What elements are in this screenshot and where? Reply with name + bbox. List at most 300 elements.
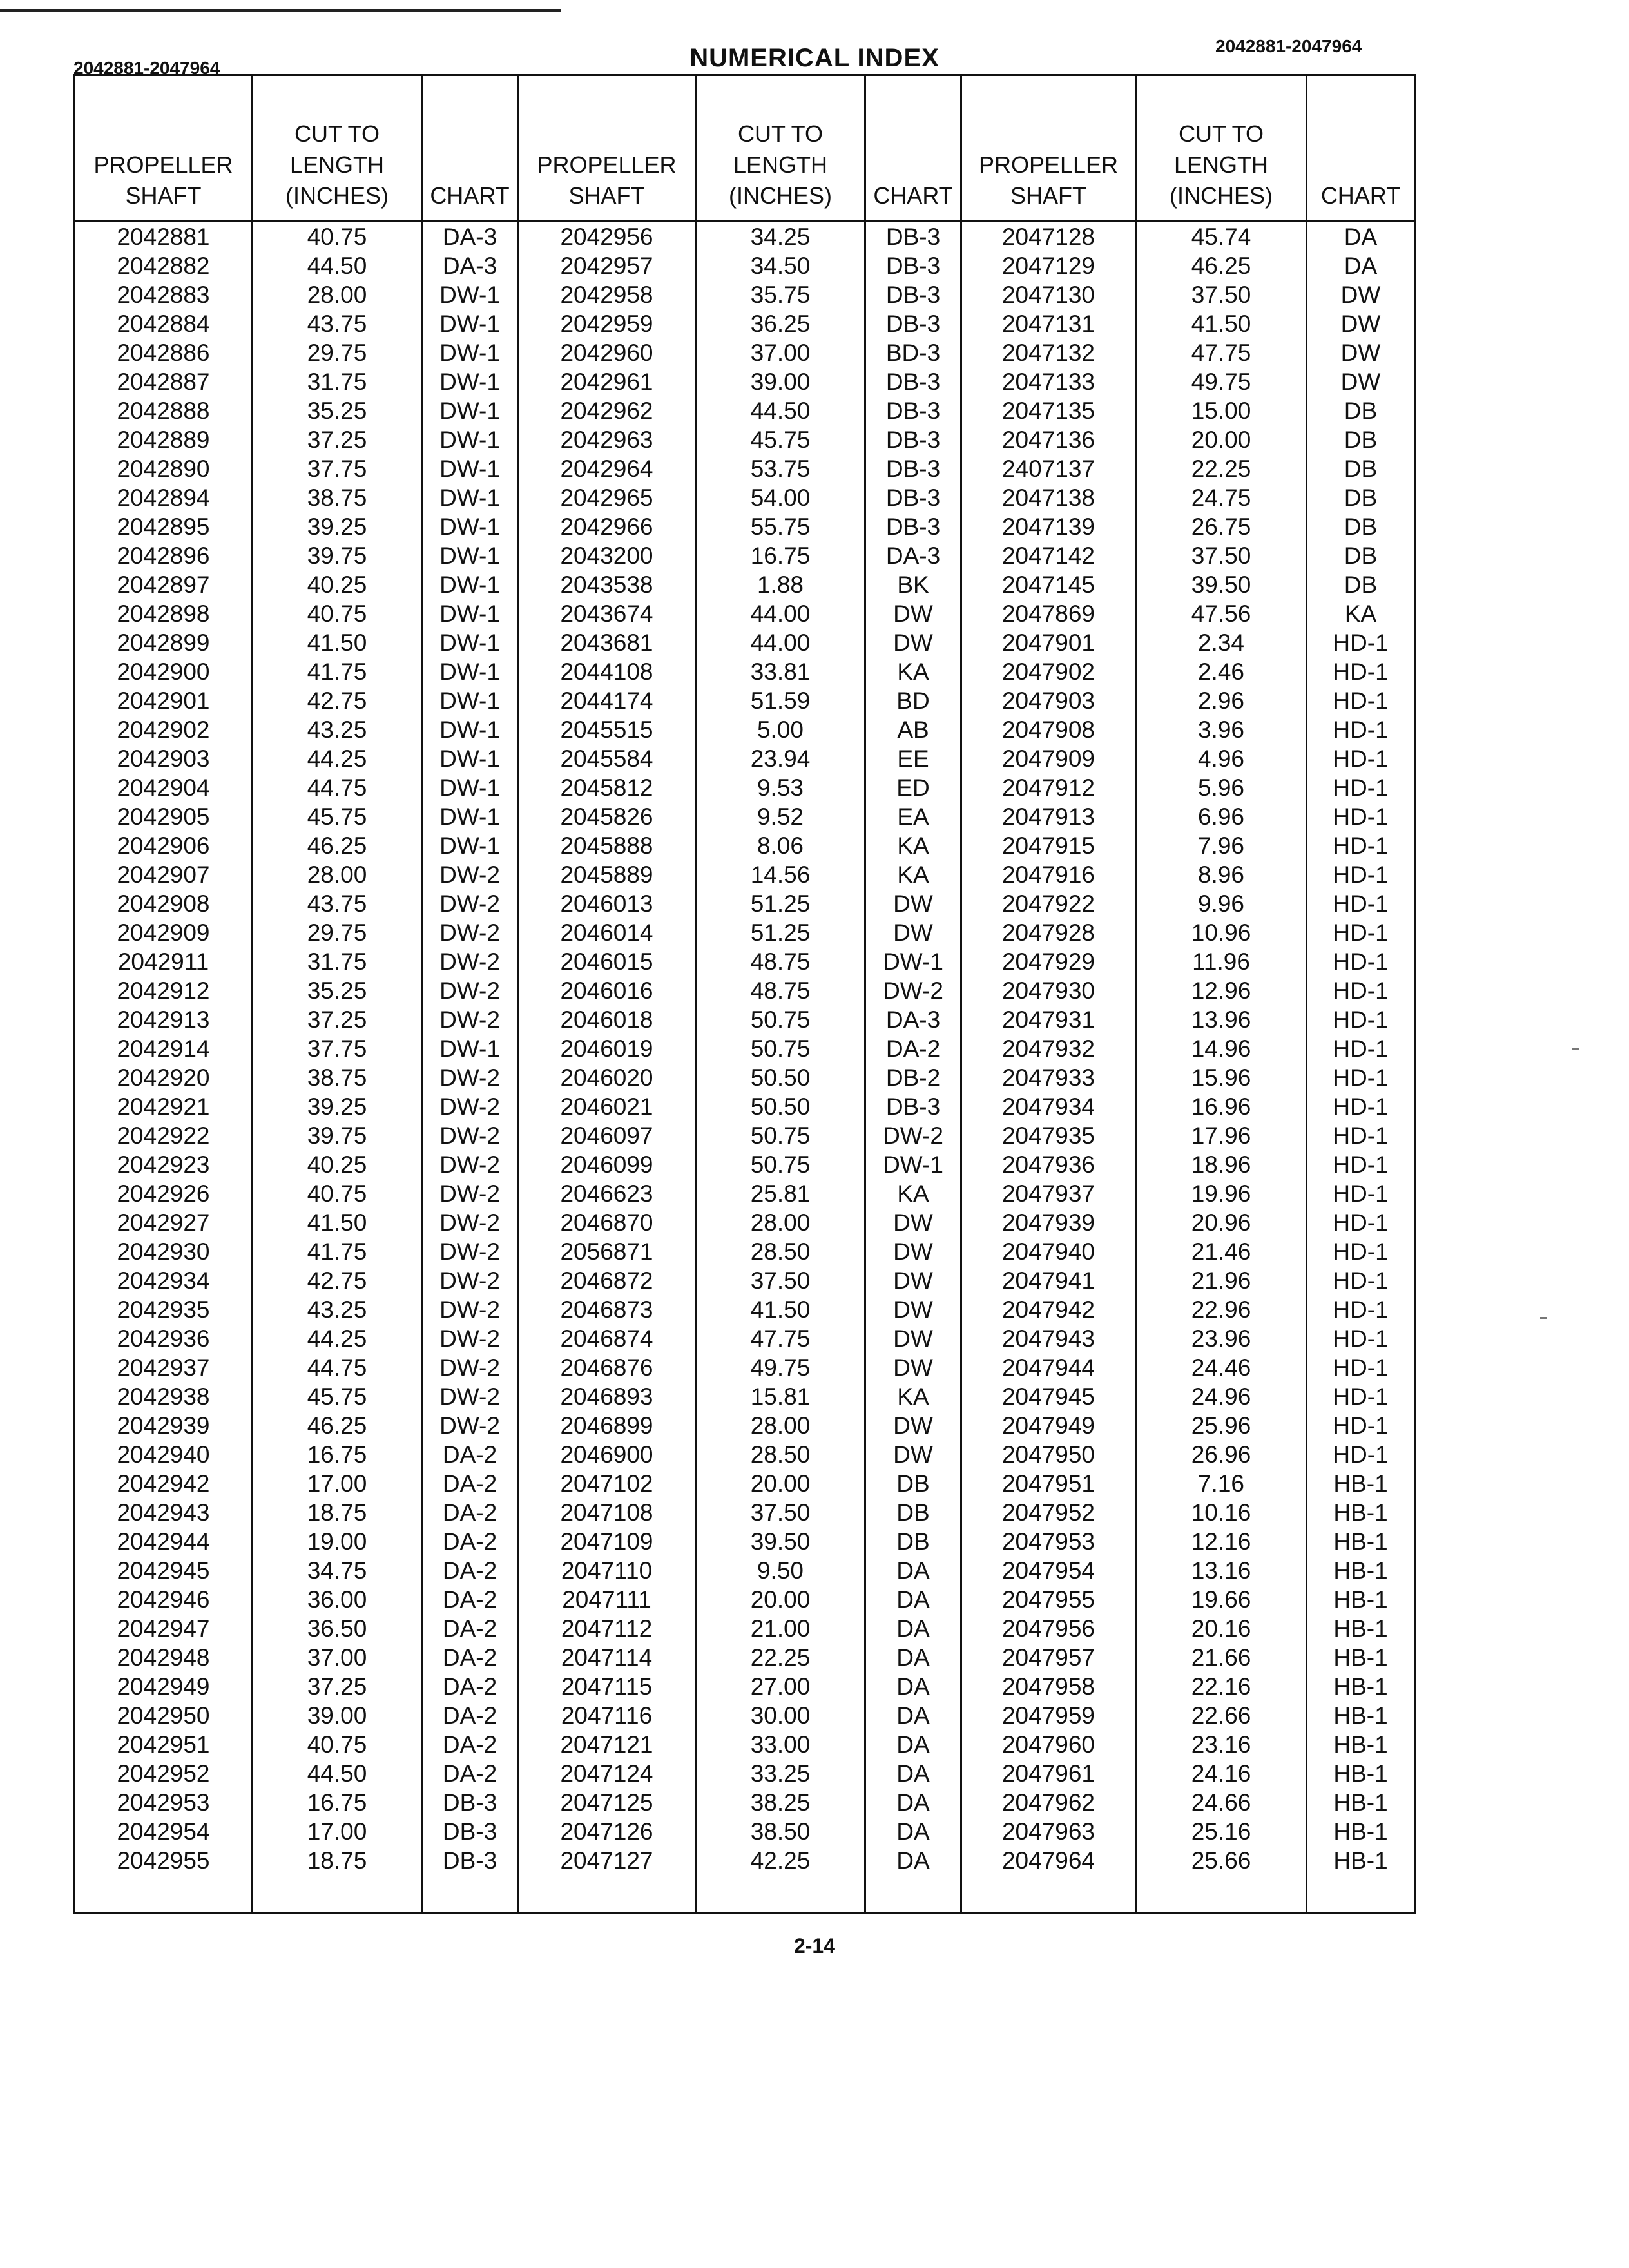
table-row — [75, 1382, 1415, 1411]
cell-shaft: 2046016 — [518, 976, 696, 1005]
cell-length: 45.74 — [1136, 222, 1307, 252]
cell-chart: HB-1 — [1307, 1759, 1415, 1788]
cell-shaft: 2047110 — [518, 1556, 696, 1585]
cell-shaft: 2407137 — [961, 454, 1136, 483]
cell-length: 16.75 — [253, 1788, 422, 1817]
cell-chart: DW-2 — [422, 1005, 518, 1034]
cell-shaft: 2042884 — [75, 309, 253, 338]
table-row — [75, 715, 1415, 744]
cell-chart: HD-1 — [1307, 860, 1415, 889]
table-row — [75, 338, 1415, 367]
cell-shaft: 2042965 — [518, 483, 696, 512]
col-header-cut-to-length: CUT TO LENGTH (INCHES) — [253, 75, 422, 222]
table-row — [75, 367, 1415, 396]
cell-length: 16.96 — [1136, 1092, 1307, 1121]
cell-shaft: 2047129 — [961, 251, 1136, 280]
cell-chart: DW-1 — [422, 686, 518, 715]
table-row — [75, 1817, 1415, 1846]
cell-chart: DW — [865, 628, 961, 657]
cell-length: 34.50 — [696, 251, 865, 280]
table-row — [75, 1121, 1415, 1150]
cell-chart: DW-1 — [422, 454, 518, 483]
cell-chart: DW — [865, 1266, 961, 1295]
cell-shaft: 2047132 — [961, 338, 1136, 367]
cell-shaft: 2042902 — [75, 715, 253, 744]
cell-shaft: 2042898 — [75, 599, 253, 628]
cell-chart: DB-3 — [865, 425, 961, 454]
cell-chart: HD-1 — [1307, 715, 1415, 744]
cell-chart: DW-2 — [865, 1121, 961, 1150]
cell-length: 14.56 — [696, 860, 865, 889]
cell-shaft: 2042897 — [75, 570, 253, 599]
cell-length: 40.25 — [253, 1150, 422, 1179]
cell-length: 7.96 — [1136, 831, 1307, 860]
cell-length: 44.50 — [253, 251, 422, 280]
table-row — [75, 744, 1415, 773]
cell-shaft: 2047951 — [961, 1469, 1136, 1498]
cell-chart: DA-2 — [422, 1701, 518, 1730]
col-header-cut-to-length: CUT TO LENGTH (INCHES) — [696, 75, 865, 222]
cell-shaft: 2047869 — [961, 599, 1136, 628]
cell-length: 20.00 — [1136, 425, 1307, 454]
cell-shaft: 2047131 — [961, 309, 1136, 338]
cell-length: 39.50 — [696, 1527, 865, 1556]
cell-length: 5.00 — [696, 715, 865, 744]
cell-length: 8.06 — [696, 831, 865, 860]
cell-shaft: 2047932 — [961, 1034, 1136, 1063]
cell-chart: DW-1 — [865, 947, 961, 976]
cell-length: 41.50 — [696, 1295, 865, 1324]
table-row — [75, 1034, 1415, 1063]
table-row — [75, 1643, 1415, 1672]
cell-shaft: 2042954 — [75, 1817, 253, 1846]
cell-shaft: 2047963 — [961, 1817, 1136, 1846]
cell-chart: HD-1 — [1307, 831, 1415, 860]
cell-chart: HB-1 — [1307, 1527, 1415, 1556]
cell-shaft: 2042901 — [75, 686, 253, 715]
cell-chart: DW-1 — [422, 657, 518, 686]
cell-chart: DB — [1307, 541, 1415, 570]
cell-length: 10.16 — [1136, 1498, 1307, 1527]
cell-length: 23.16 — [1136, 1730, 1307, 1759]
cell-shaft: 2042883 — [75, 280, 253, 309]
cell-chart: EA — [865, 802, 961, 831]
cell-shaft: 2047961 — [961, 1759, 1136, 1788]
cell-shaft: 2042957 — [518, 251, 696, 280]
cell-length: 41.50 — [253, 628, 422, 657]
cell-length: 17.96 — [1136, 1121, 1307, 1150]
cell-length: 24.96 — [1136, 1382, 1307, 1411]
cell-shaft: 2042940 — [75, 1440, 253, 1469]
cell-shaft: 2047922 — [961, 889, 1136, 918]
cell-chart: DW-1 — [422, 512, 518, 541]
cell-shaft: 2042945 — [75, 1556, 253, 1585]
cell-shaft: 2046021 — [518, 1092, 696, 1121]
cell-chart: DW-1 — [422, 425, 518, 454]
cell-length: 9.50 — [696, 1556, 865, 1585]
cell-shaft: 2047114 — [518, 1643, 696, 1672]
cell-length: 45.75 — [253, 1382, 422, 1411]
cell-shaft: 2047138 — [961, 483, 1136, 512]
cell-shaft: 2047902 — [961, 657, 1136, 686]
cell-length: 37.25 — [253, 1672, 422, 1701]
cell-shaft: 2047936 — [961, 1150, 1136, 1179]
cell-length: 50.75 — [696, 1150, 865, 1179]
cell-chart: HD-1 — [1307, 1092, 1415, 1121]
cell-shaft: 2043681 — [518, 628, 696, 657]
cell-length: 45.75 — [696, 425, 865, 454]
cell-chart: DW-2 — [422, 1266, 518, 1295]
cell-length: 44.25 — [253, 744, 422, 773]
empty-cell — [253, 1875, 422, 1913]
cell-length: 40.75 — [253, 599, 422, 628]
cell-length: 26.75 — [1136, 512, 1307, 541]
table-row — [75, 1324, 1415, 1353]
cell-chart: HD-1 — [1307, 1295, 1415, 1324]
cell-shaft: 2042961 — [518, 367, 696, 396]
cell-chart: DW-2 — [422, 947, 518, 976]
cell-shaft: 2042959 — [518, 309, 696, 338]
cell-length: 25.16 — [1136, 1817, 1307, 1846]
cell-length: 42.75 — [253, 686, 422, 715]
cell-shaft: 2042889 — [75, 425, 253, 454]
cell-length: 46.25 — [1136, 251, 1307, 280]
cell-chart: HD-1 — [1307, 1382, 1415, 1411]
cell-shaft: 2047903 — [961, 686, 1136, 715]
cell-length: 38.75 — [253, 483, 422, 512]
table-row — [75, 280, 1415, 309]
cell-shaft: 2046899 — [518, 1411, 696, 1440]
cell-shaft: 2042963 — [518, 425, 696, 454]
cell-shaft: 2047956 — [961, 1614, 1136, 1643]
cell-shaft: 2047940 — [961, 1237, 1136, 1266]
cell-shaft: 2047102 — [518, 1469, 696, 1498]
page-range-left: 2042881-2047964 — [73, 58, 220, 78]
cell-length: 20.96 — [1136, 1208, 1307, 1237]
cell-shaft: 2045826 — [518, 802, 696, 831]
cell-chart: DW-1 — [422, 773, 518, 802]
cell-chart: HD-1 — [1307, 1411, 1415, 1440]
table-row — [75, 1266, 1415, 1295]
cell-shaft: 2047954 — [961, 1556, 1136, 1585]
table-row — [75, 802, 1415, 831]
cell-shaft: 2046014 — [518, 918, 696, 947]
cell-length: 12.16 — [1136, 1527, 1307, 1556]
cell-chart: DA — [865, 1614, 961, 1643]
cell-shaft: 2042921 — [75, 1092, 253, 1121]
cell-shaft: 2047930 — [961, 976, 1136, 1005]
cell-length: 37.75 — [253, 454, 422, 483]
cell-chart: HD-1 — [1307, 1179, 1415, 1208]
cell-shaft: 2046893 — [518, 1382, 696, 1411]
cell-shaft: 2047941 — [961, 1266, 1136, 1295]
cell-length: 50.75 — [696, 1005, 865, 1034]
cell-length: 36.50 — [253, 1614, 422, 1643]
table-row — [75, 628, 1415, 657]
empty-cell — [422, 1875, 518, 1913]
cell-shaft: 2047964 — [961, 1846, 1136, 1875]
cell-chart: DA-2 — [422, 1440, 518, 1469]
cell-length: 19.00 — [253, 1527, 422, 1556]
cell-chart: HB-1 — [1307, 1788, 1415, 1817]
cell-shaft: 2046873 — [518, 1295, 696, 1324]
cell-shaft: 2046097 — [518, 1121, 696, 1150]
cell-chart: DW-2 — [422, 1295, 518, 1324]
cell-chart: HD-1 — [1307, 1266, 1415, 1295]
numerical-index-table — [73, 74, 1416, 1914]
cell-chart: DW-1 — [422, 338, 518, 367]
cell-chart: DW-1 — [422, 1034, 518, 1063]
cell-length: 16.75 — [253, 1440, 422, 1469]
cell-chart: DW-2 — [422, 1150, 518, 1179]
cell-chart: DW-2 — [422, 1324, 518, 1353]
cell-shaft: 2047939 — [961, 1208, 1136, 1237]
cell-length: 51.25 — [696, 918, 865, 947]
table-row — [75, 889, 1415, 918]
cell-chart: DB-3 — [422, 1846, 518, 1875]
table-row — [75, 1672, 1415, 1701]
cell-length: 40.75 — [253, 1730, 422, 1759]
table-row — [75, 541, 1415, 570]
cell-shaft: 2042900 — [75, 657, 253, 686]
cell-chart: HD-1 — [1307, 947, 1415, 976]
cell-chart: DA-2 — [422, 1730, 518, 1759]
cell-chart: DB — [1307, 425, 1415, 454]
cell-shaft: 2042886 — [75, 338, 253, 367]
cell-length: 36.25 — [696, 309, 865, 338]
cell-shaft: 2046013 — [518, 889, 696, 918]
cell-shaft: 2042912 — [75, 976, 253, 1005]
cell-length: 49.75 — [696, 1353, 865, 1382]
cell-shaft: 2042964 — [518, 454, 696, 483]
cell-shaft: 2045515 — [518, 715, 696, 744]
cell-length: 28.00 — [696, 1411, 865, 1440]
cell-shaft: 2042936 — [75, 1324, 253, 1353]
table-row — [75, 396, 1415, 425]
cell-chart: DA-2 — [422, 1585, 518, 1614]
scan-speck — [1572, 1048, 1579, 1050]
cell-shaft: 2042899 — [75, 628, 253, 657]
cell-shaft: 2047116 — [518, 1701, 696, 1730]
cell-length: 10.96 — [1136, 918, 1307, 947]
cell-shaft: 2042887 — [75, 367, 253, 396]
table-row — [75, 1498, 1415, 1527]
table-row — [75, 222, 1415, 252]
cell-length: 35.25 — [253, 396, 422, 425]
cell-length: 15.96 — [1136, 1063, 1307, 1092]
cell-chart: DB — [865, 1498, 961, 1527]
cell-length: 44.75 — [253, 773, 422, 802]
cell-chart: DW-1 — [422, 309, 518, 338]
cell-length: 53.75 — [696, 454, 865, 483]
cell-length: 24.16 — [1136, 1759, 1307, 1788]
cell-length: 5.96 — [1136, 773, 1307, 802]
cell-chart: DW-1 — [422, 396, 518, 425]
cell-length: 37.50 — [1136, 280, 1307, 309]
cell-chart: DW-1 — [422, 715, 518, 744]
cell-length: 28.00 — [253, 860, 422, 889]
cell-length: 21.96 — [1136, 1266, 1307, 1295]
cell-shaft: 2042926 — [75, 1179, 253, 1208]
cell-shaft: 2044108 — [518, 657, 696, 686]
table-row — [75, 570, 1415, 599]
table-row — [75, 425, 1415, 454]
cell-shaft: 2046623 — [518, 1179, 696, 1208]
cell-length: 22.66 — [1136, 1701, 1307, 1730]
cell-chart: HD-1 — [1307, 628, 1415, 657]
cell-shaft: 2042908 — [75, 889, 253, 918]
cell-length: 37.00 — [696, 338, 865, 367]
table-row — [75, 599, 1415, 628]
table-row — [75, 1469, 1415, 1498]
cell-chart: DB-3 — [865, 512, 961, 541]
table-row — [75, 1208, 1415, 1237]
cell-chart: KA — [865, 657, 961, 686]
cell-chart: DA — [865, 1730, 961, 1759]
cell-length: 33.81 — [696, 657, 865, 686]
cell-length: 31.75 — [253, 367, 422, 396]
cell-length: 9.53 — [696, 773, 865, 802]
cell-length: 50.75 — [696, 1034, 865, 1063]
cell-chart: HD-1 — [1307, 1034, 1415, 1063]
cell-chart: DB — [865, 1527, 961, 1556]
cell-length: 37.25 — [253, 1005, 422, 1034]
cell-chart: HB-1 — [1307, 1672, 1415, 1701]
cell-length: 23.96 — [1136, 1324, 1307, 1353]
cell-chart: DA-2 — [422, 1469, 518, 1498]
col-header-chart: CHART — [1307, 75, 1415, 222]
cell-shaft: 2047126 — [518, 1817, 696, 1846]
cell-length: 37.25 — [253, 425, 422, 454]
cell-shaft: 2042922 — [75, 1121, 253, 1150]
cell-length: 38.50 — [696, 1817, 865, 1846]
table-row — [75, 1353, 1415, 1382]
cell-length: 3.96 — [1136, 715, 1307, 744]
table-row — [75, 1411, 1415, 1440]
cell-shaft: 2047942 — [961, 1295, 1136, 1324]
cell-shaft: 2047933 — [961, 1063, 1136, 1092]
cell-length: 22.25 — [696, 1643, 865, 1672]
cell-chart: DB-3 — [865, 309, 961, 338]
cell-length: 39.75 — [253, 1121, 422, 1150]
cell-shaft: 2042927 — [75, 1208, 253, 1237]
cell-length: 29.75 — [253, 918, 422, 947]
cell-shaft: 2046020 — [518, 1063, 696, 1092]
cell-chart: DB-3 — [865, 251, 961, 280]
cell-chart: HD-1 — [1307, 1005, 1415, 1034]
cell-chart: DW-2 — [422, 1179, 518, 1208]
cell-chart: HD-1 — [1307, 1353, 1415, 1382]
cell-length: 34.25 — [696, 222, 865, 252]
cell-shaft: 2042934 — [75, 1266, 253, 1295]
cell-chart: DW — [865, 918, 961, 947]
cell-chart: DA — [865, 1846, 961, 1875]
cell-shaft: 2047959 — [961, 1701, 1136, 1730]
cell-chart: DW-2 — [422, 976, 518, 1005]
cell-chart: DB-3 — [865, 280, 961, 309]
cell-length: 26.96 — [1136, 1440, 1307, 1469]
cell-length: 6.96 — [1136, 802, 1307, 831]
cell-length: 24.46 — [1136, 1353, 1307, 1382]
cell-shaft: 2047145 — [961, 570, 1136, 599]
cell-chart: DA-2 — [422, 1759, 518, 1788]
cell-length: 41.50 — [253, 1208, 422, 1237]
cell-length: 51.25 — [696, 889, 865, 918]
cell-chart: HD-1 — [1307, 686, 1415, 715]
cell-chart: DA — [865, 1788, 961, 1817]
cell-shaft: 2046099 — [518, 1150, 696, 1179]
cell-length: 16.75 — [696, 541, 865, 570]
cell-length: 22.16 — [1136, 1672, 1307, 1701]
table-row — [75, 1179, 1415, 1208]
table-filler-row — [75, 1875, 1415, 1913]
cell-shaft: 2042906 — [75, 831, 253, 860]
cell-shaft: 2042923 — [75, 1150, 253, 1179]
cell-shaft: 2047912 — [961, 773, 1136, 802]
cell-shaft: 2047128 — [961, 222, 1136, 252]
cell-shaft: 2042950 — [75, 1701, 253, 1730]
cell-length: 33.25 — [696, 1759, 865, 1788]
table-row — [75, 947, 1415, 976]
cell-shaft: 2044174 — [518, 686, 696, 715]
top-rule — [0, 9, 561, 12]
cell-length: 25.66 — [1136, 1846, 1307, 1875]
cell-chart: DW — [865, 1411, 961, 1440]
cell-shaft: 2047139 — [961, 512, 1136, 541]
cell-shaft: 2047953 — [961, 1527, 1136, 1556]
table-row — [75, 1585, 1415, 1614]
cell-length: 49.75 — [1136, 367, 1307, 396]
cell-length: 8.96 — [1136, 860, 1307, 889]
cell-length: 38.75 — [253, 1063, 422, 1092]
cell-shaft: 2042952 — [75, 1759, 253, 1788]
cell-chart: HB-1 — [1307, 1730, 1415, 1759]
cell-length: 22.96 — [1136, 1295, 1307, 1324]
cell-length: 37.50 — [1136, 541, 1307, 570]
cell-chart: DW — [865, 1440, 961, 1469]
cell-chart: AB — [865, 715, 961, 744]
cell-chart: KA — [865, 1382, 961, 1411]
cell-shaft: 2047916 — [961, 860, 1136, 889]
cell-length: 18.96 — [1136, 1150, 1307, 1179]
cell-length: 43.75 — [253, 309, 422, 338]
cell-chart: DW — [865, 889, 961, 918]
cell-shaft: 2042903 — [75, 744, 253, 773]
cell-chart: DA-2 — [422, 1556, 518, 1585]
cell-chart: HD-1 — [1307, 1208, 1415, 1237]
cell-shaft: 2046018 — [518, 1005, 696, 1034]
cell-chart: DW — [865, 1324, 961, 1353]
cell-chart: BD — [865, 686, 961, 715]
cell-shaft: 2042935 — [75, 1295, 253, 1324]
cell-shaft: 2042913 — [75, 1005, 253, 1034]
cell-chart: HD-1 — [1307, 918, 1415, 947]
cell-shaft: 2047934 — [961, 1092, 1136, 1121]
table-row — [75, 1759, 1415, 1788]
cell-chart: DW-1 — [865, 1150, 961, 1179]
cell-chart: DA — [865, 1585, 961, 1614]
table-row — [75, 831, 1415, 860]
cell-shaft: 2042930 — [75, 1237, 253, 1266]
cell-shaft: 2042905 — [75, 802, 253, 831]
cell-shaft: 2047127 — [518, 1846, 696, 1875]
cell-length: 46.25 — [253, 831, 422, 860]
table-row — [75, 1701, 1415, 1730]
cell-length: 18.75 — [253, 1498, 422, 1527]
cell-chart: HD-1 — [1307, 657, 1415, 686]
cell-shaft: 2056871 — [518, 1237, 696, 1266]
cell-shaft: 2047928 — [961, 918, 1136, 947]
